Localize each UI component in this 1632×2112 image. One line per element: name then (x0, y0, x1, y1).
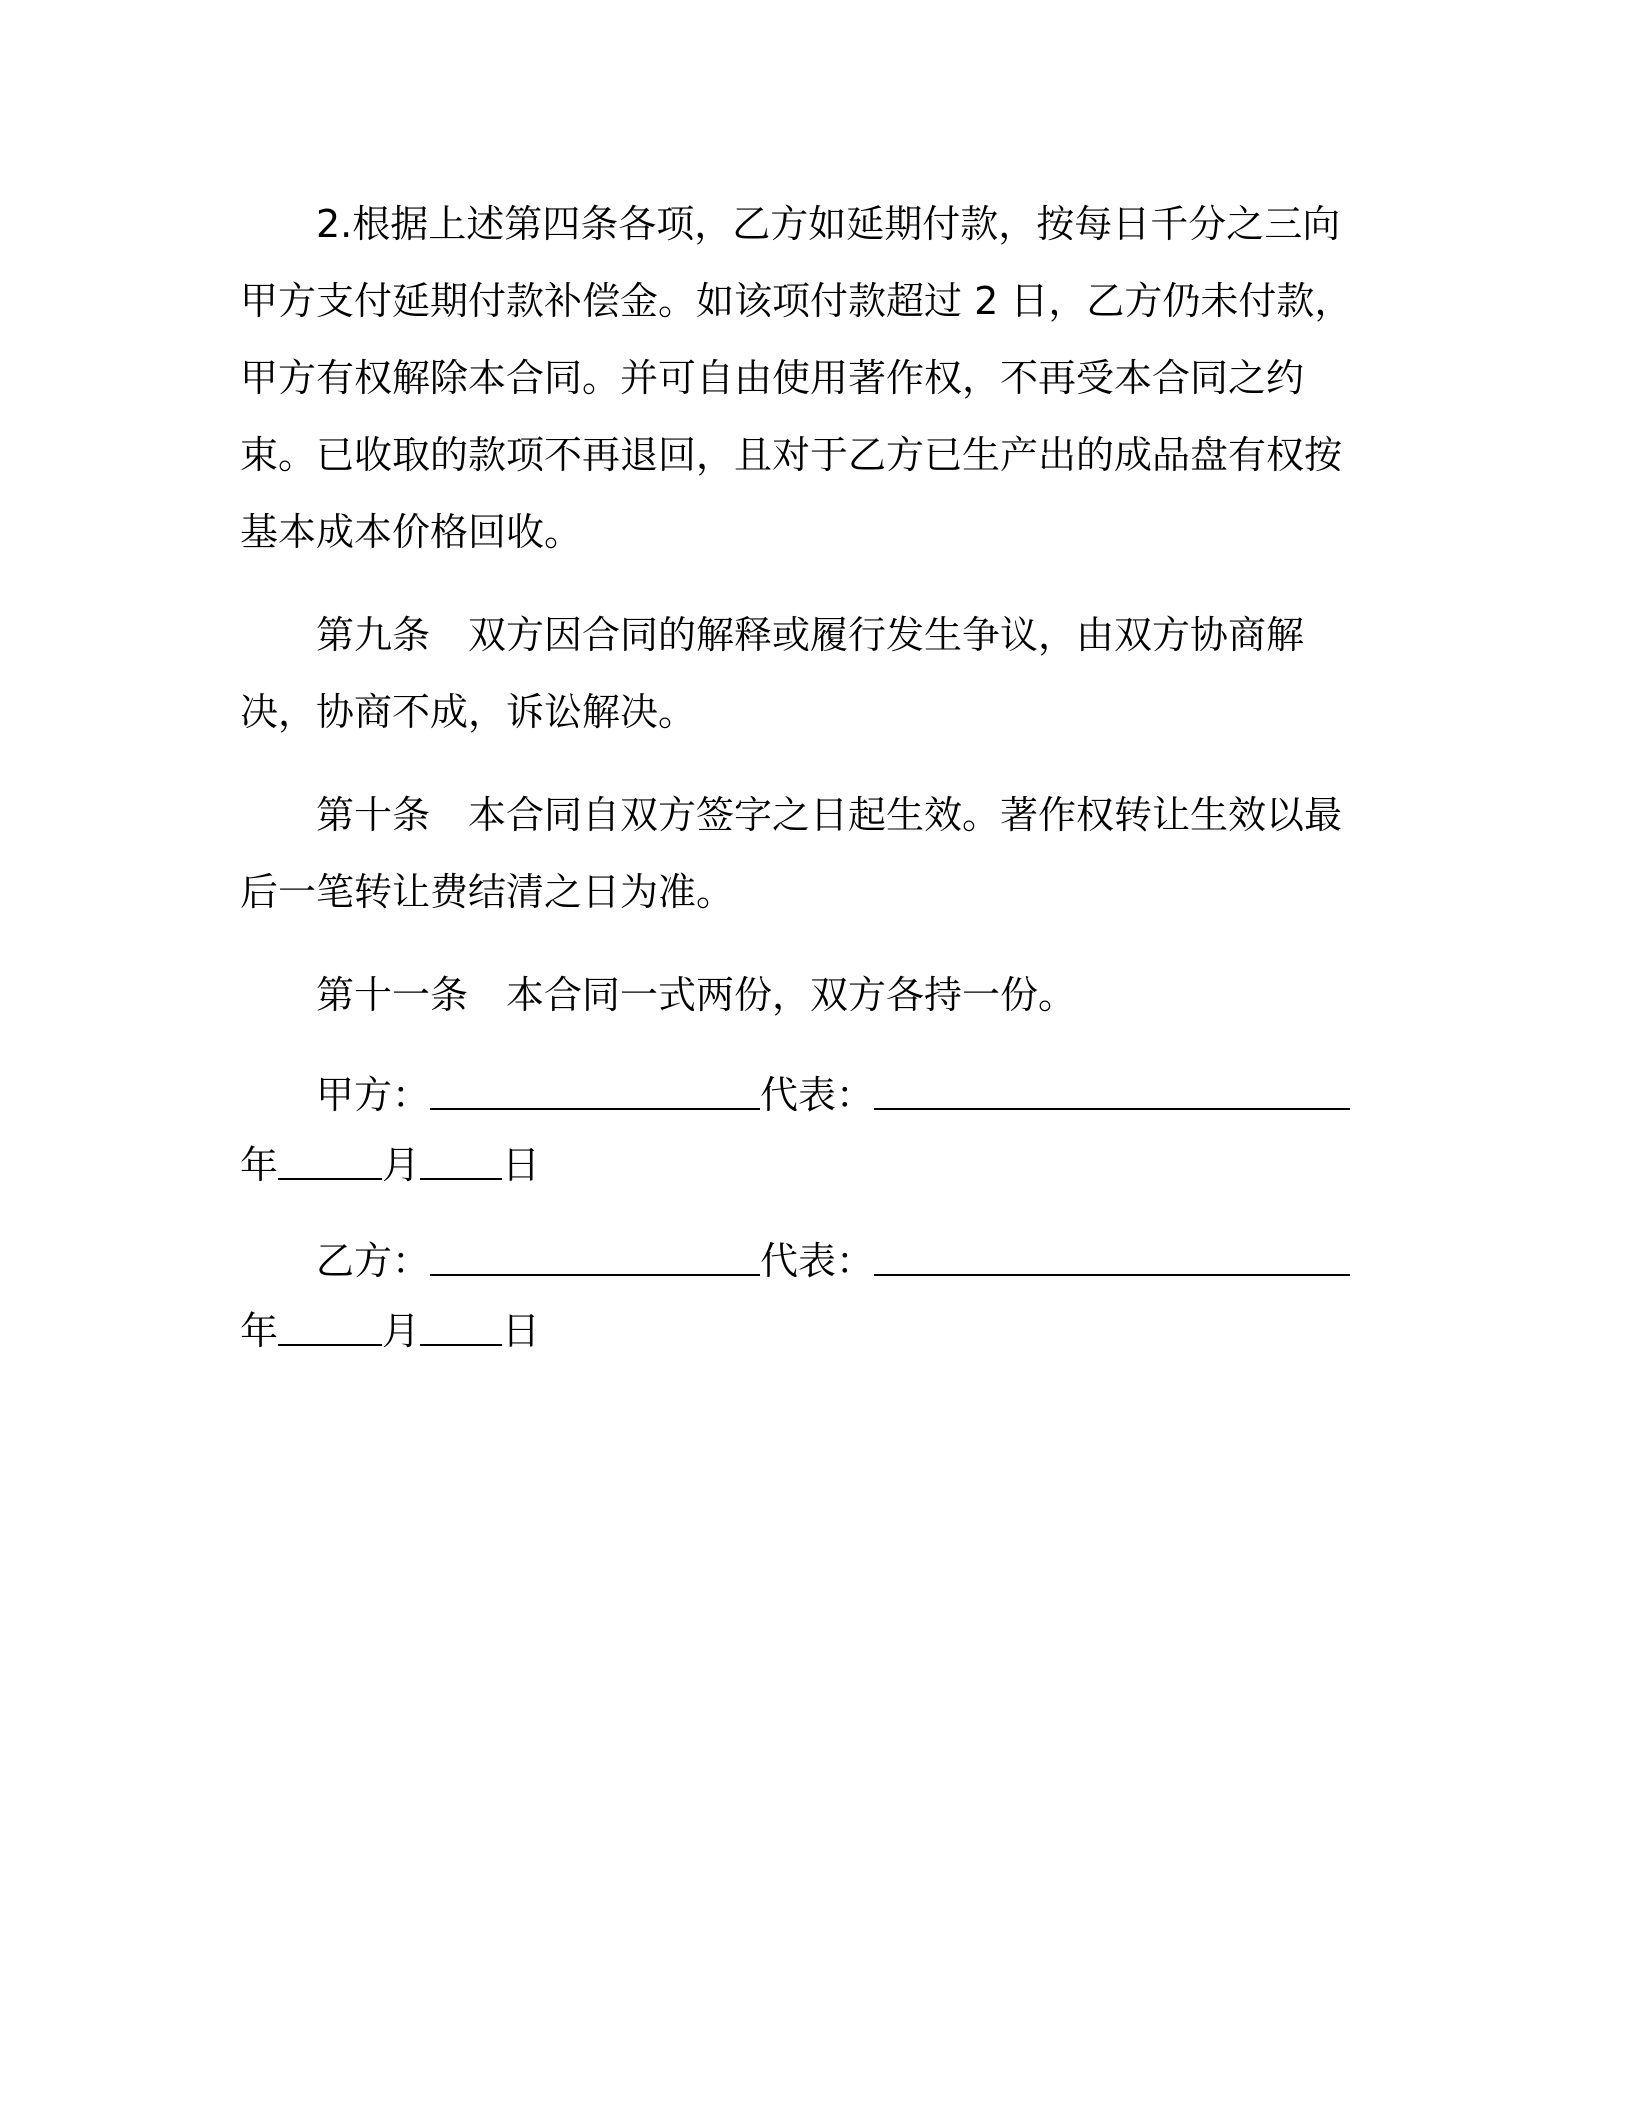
party-a-rep-label: 代表： (760, 1073, 875, 1117)
party-b-day-label: 日 (502, 1309, 541, 1353)
party-b-day-blank[interactable] (420, 1312, 502, 1346)
clause-paragraph-article-11: 第十一条 本合同一式两份，双方各持一份。 (316, 973, 1077, 1017)
party-a-month-label: 月 (382, 1143, 421, 1187)
party-a-day-blank[interactable] (420, 1146, 502, 1180)
party-b-year-label: 年 (240, 1309, 279, 1353)
signature-block-party-b (240, 1226, 1370, 1366)
party-b-rep-label: 代表： (760, 1239, 875, 1283)
party-b-month-blank[interactable] (278, 1312, 382, 1346)
party-a-name-blank[interactable] (430, 1076, 760, 1110)
party-b-rep-blank[interactable] (874, 1242, 1350, 1276)
party-b-month-label: 月 (382, 1309, 421, 1353)
date-line-party-b (240, 1296, 1370, 1366)
party-a-year-label: 年 (240, 1143, 279, 1187)
party-a-day-label: 日 (502, 1143, 541, 1187)
clause-paragraph-article-10: 第十条 本合同自双方签字之日起生效。著作权转让生效以最后一笔转让费结清之日为准。 (240, 793, 1343, 914)
signature-line-party-b (240, 1226, 1370, 1296)
signature-line-party-a (240, 1060, 1370, 1130)
party-a-rep-blank[interactable] (874, 1076, 1350, 1110)
document-body (240, 186, 1370, 1366)
clause-paragraph-article-9: 第九条 双方因合同的解释或履行发生争议，由双方协商解决，协商不成，诉讼解决。 (240, 613, 1305, 734)
party-a-label: 甲方： (316, 1073, 431, 1117)
date-line-party-a (240, 1130, 1370, 1200)
party-b-name-blank[interactable] (430, 1242, 760, 1276)
party-b-label: 乙方： (316, 1239, 431, 1283)
signature-block-party-a (240, 1060, 1370, 1200)
clause-paragraph-late-payment: 2.根据上述第四条各项，乙方如延期付款，按每日千分之三向甲方支付延期付款补偿金。如该项付款超过 2 日，乙方仍未付款，甲方有权解除本合同。并可自由使用著作权，不再受本合同之约束。已收取的款项不再退回，且对于乙方已生产出的成品盘有权按基本成本价格回收。 (240, 202, 1353, 554)
party-a-month-blank[interactable] (278, 1146, 382, 1180)
